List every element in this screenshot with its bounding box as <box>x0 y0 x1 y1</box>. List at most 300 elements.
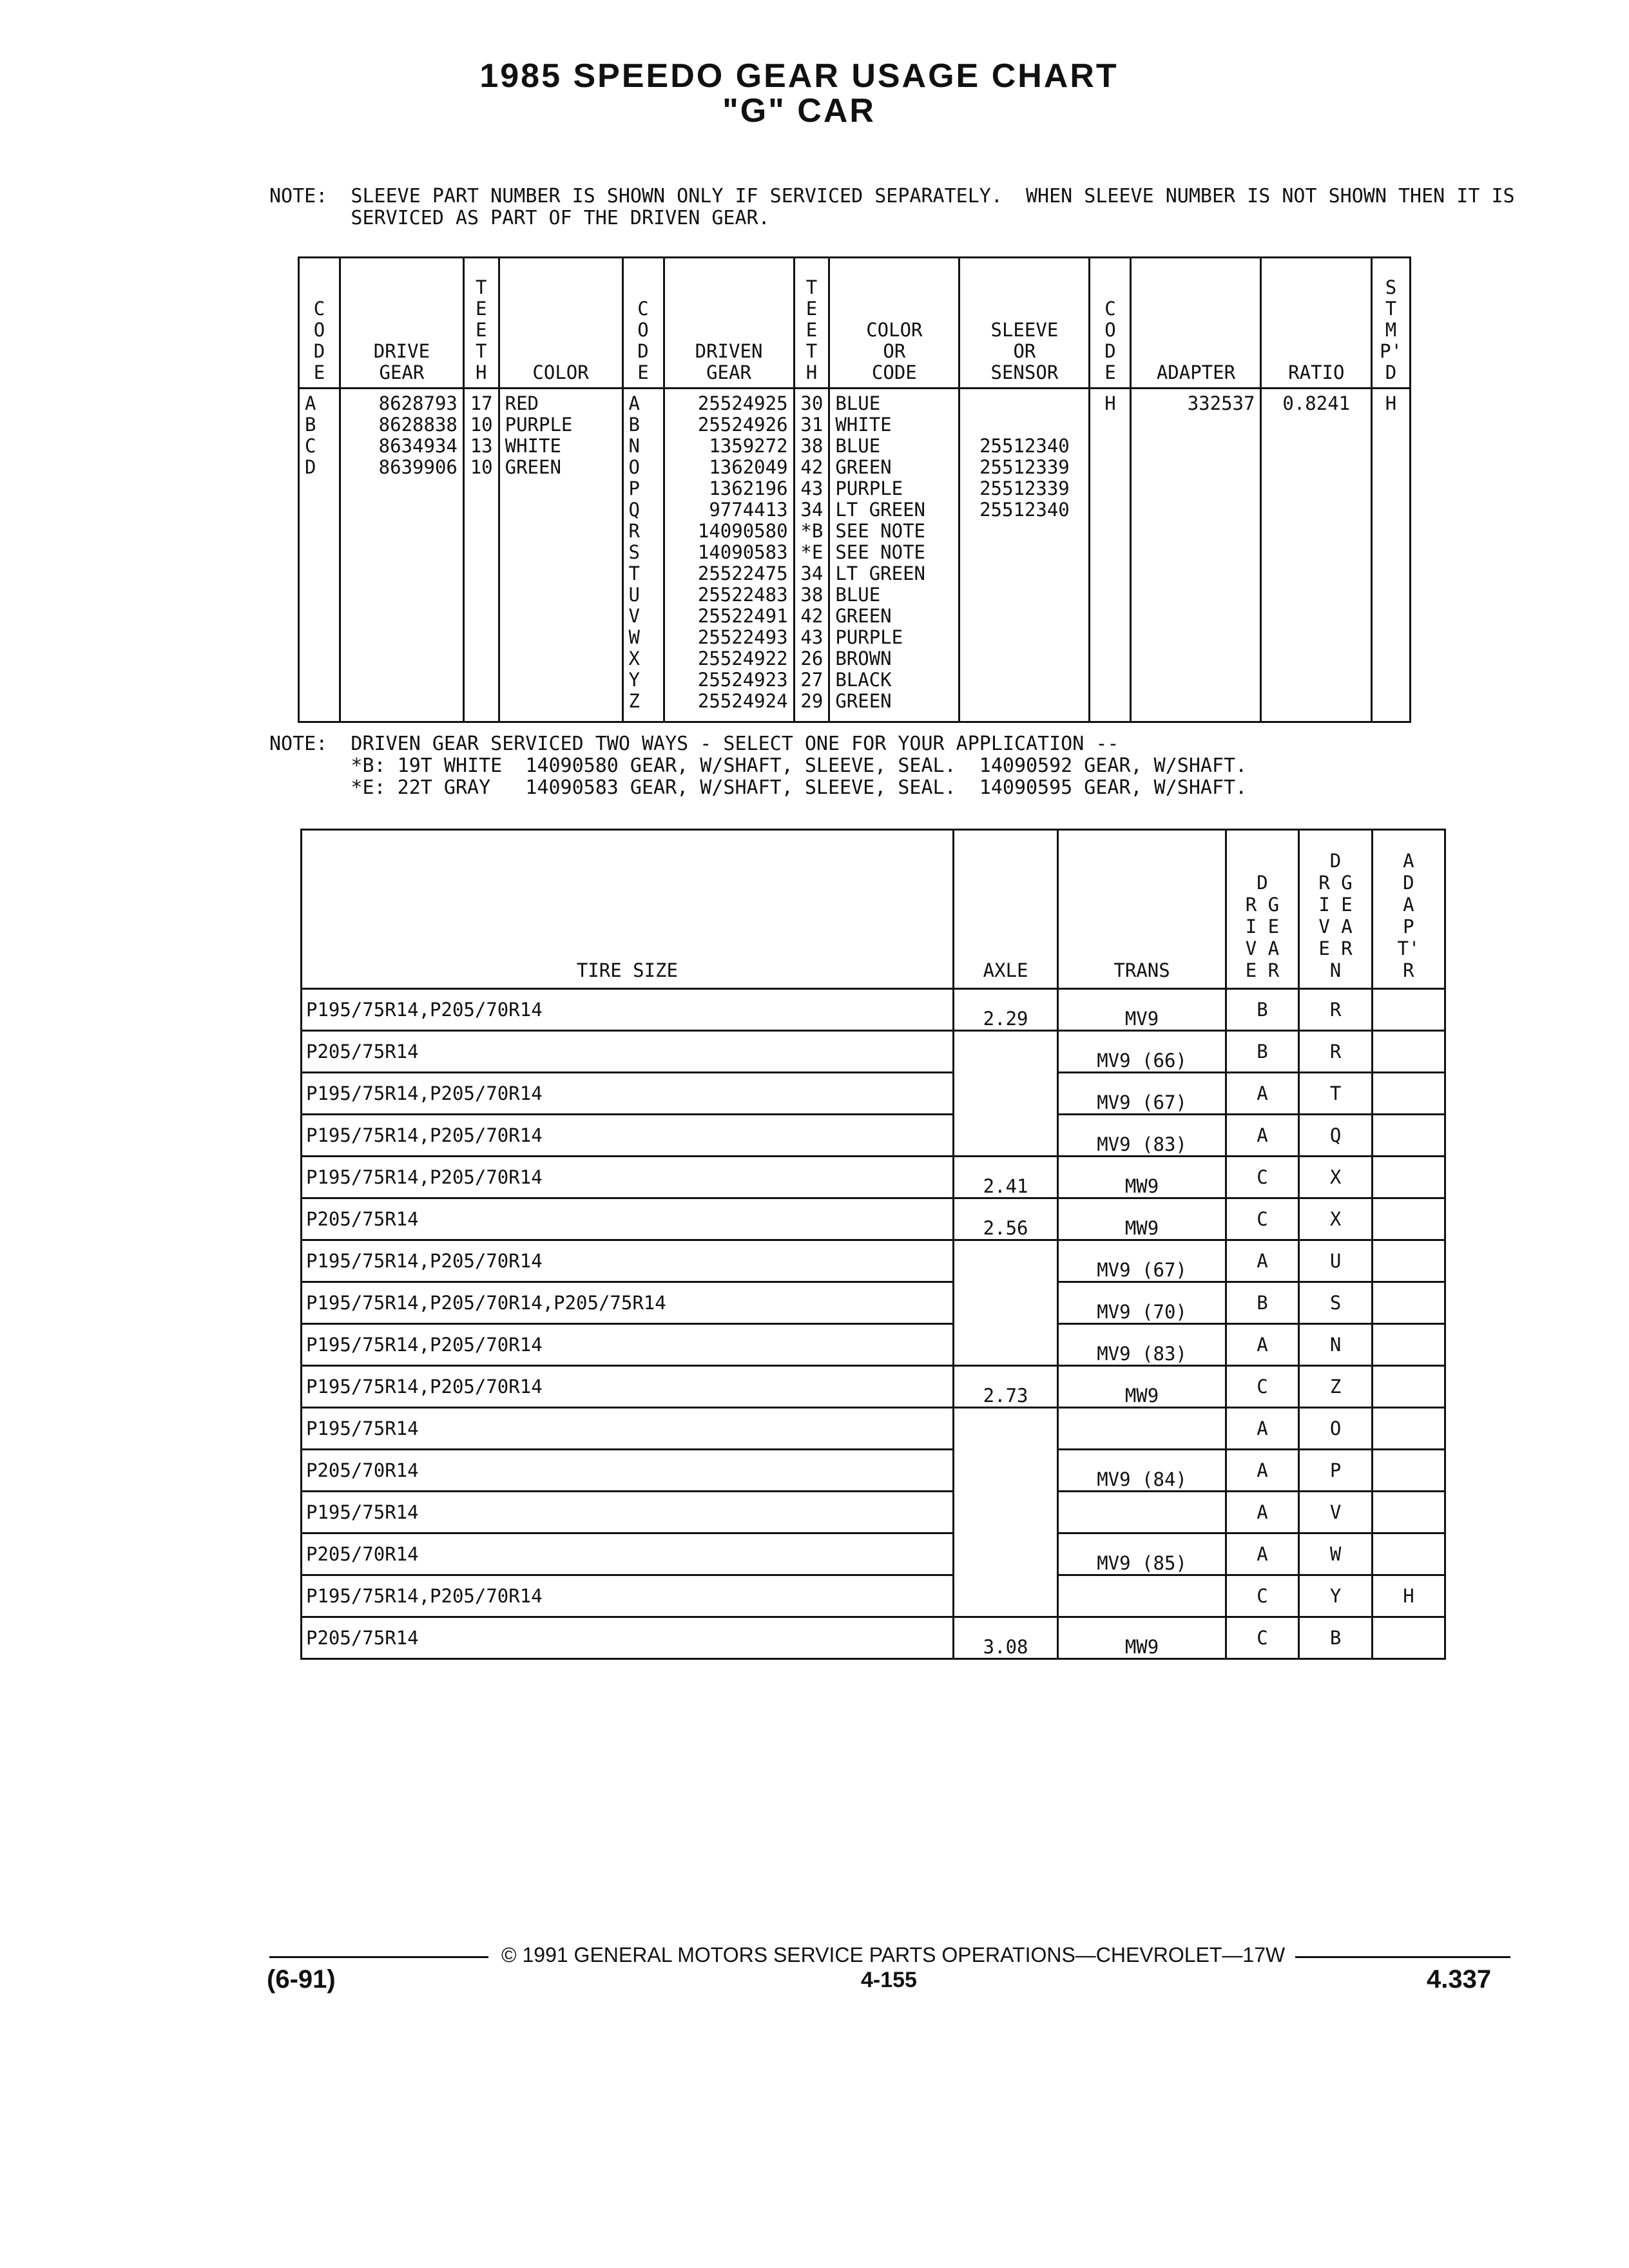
trans-cell: MW9 <box>1058 1157 1226 1198</box>
header-adapter: ADAPTER <box>1131 258 1261 389</box>
cell-value: 14090580 <box>697 520 788 542</box>
cell-value: 34 <box>800 562 824 584</box>
adapter-cell <box>1131 389 1261 722</box>
header-letter: V A <box>1318 916 1353 937</box>
cell-value <box>1137 478 1255 499</box>
gear-table-body <box>299 389 1411 722</box>
cell-value <box>505 606 617 627</box>
drive-gear-code-cell: A <box>1226 1492 1299 1533</box>
adapter-code-cell <box>1372 1492 1445 1533</box>
cell-value <box>1378 436 1404 457</box>
header-stmpd <box>1372 258 1411 389</box>
cell-value <box>1378 691 1404 712</box>
cell-value: S <box>628 541 640 563</box>
cell-value <box>505 563 617 584</box>
header-letter: E R <box>1318 937 1353 959</box>
tire-table-row <box>302 1073 1445 1115</box>
cell-value <box>346 606 458 627</box>
cell-value: H <box>1104 392 1116 414</box>
cell-value: 38 <box>800 584 824 606</box>
header-letter: T <box>476 276 487 298</box>
axle-cell: 2.56 <box>953 1198 1058 1240</box>
cell-value: 25512340 <box>979 435 1070 457</box>
drive-gear-code-cell: A <box>1226 1240 1299 1282</box>
cell-value <box>470 478 493 499</box>
cell-value <box>305 627 334 648</box>
cell-value: B <box>305 414 316 436</box>
cell-value: WHITE <box>835 414 892 436</box>
cell-value <box>305 606 334 627</box>
header-letter: I E <box>1245 916 1280 937</box>
cell-value: 25524925 <box>697 392 788 414</box>
header-adapter <box>1372 830 1445 989</box>
cell-value <box>1095 648 1124 669</box>
cell-value: 42 <box>800 456 824 478</box>
cell-value <box>346 648 458 669</box>
drive-gear-code-cell: A <box>1226 1533 1299 1575</box>
cell-value: 9774413 <box>709 499 788 521</box>
cell-value <box>965 606 1083 627</box>
tire-size-cell: P205/75R14 <box>302 1198 954 1240</box>
cell-value: 8628793 <box>378 392 458 414</box>
header-letter: I E <box>1318 894 1353 916</box>
page-title: 1985 SPEEDO GEAR USAGE CHART <box>479 57 1119 95</box>
cell-value: 27 <box>800 669 824 691</box>
teeth-cell <box>794 389 829 722</box>
header-letter: D <box>1385 361 1397 383</box>
cell-value <box>346 521 458 542</box>
header-letter: D <box>1329 850 1342 872</box>
cell-value: V <box>628 605 640 627</box>
cell-value <box>346 563 458 584</box>
tire-size-cell: P195/75R14,P205/70R14,P205/75R14 <box>302 1282 954 1324</box>
tire-size-cell: P195/75R14 <box>302 1408 954 1450</box>
driven-gear-code-cell: O <box>1299 1408 1373 1450</box>
cell-value: 25522483 <box>697 584 788 606</box>
trans-cell: MV9 (67) <box>1058 1240 1226 1282</box>
cell-value <box>470 521 493 542</box>
cell-value: 25522475 <box>697 562 788 584</box>
trans-cell <box>1058 1408 1226 1450</box>
cell-value <box>505 499 617 521</box>
cell-value <box>1095 563 1124 584</box>
header-letter: T <box>1385 298 1397 320</box>
cell-value <box>1267 627 1365 648</box>
cell-value <box>1378 521 1404 542</box>
header-code <box>622 258 664 389</box>
cell-value <box>1095 478 1124 499</box>
cell-value: D <box>305 456 316 478</box>
cell-value <box>1137 584 1255 606</box>
tire-table-row <box>302 1198 1445 1240</box>
header-letter: E <box>805 298 818 320</box>
cell-value <box>1095 669 1124 691</box>
cell-value: 8628838 <box>378 414 458 436</box>
header-letter: R G <box>1245 894 1280 916</box>
axle-cell: 2.41 <box>953 1157 1058 1198</box>
cell-value: RED <box>505 392 539 414</box>
adapter-code-cell <box>1372 1617 1445 1659</box>
tire-table-row <box>302 1240 1445 1282</box>
cell-value <box>1095 414 1124 436</box>
cell-value <box>1378 542 1404 563</box>
tire-table-row <box>302 1575 1445 1617</box>
driven-gear-code-cell: T <box>1299 1073 1373 1115</box>
adapter-code-cell <box>1372 1533 1445 1575</box>
cell-value <box>470 563 493 584</box>
tire-size-cell: P205/75R14 <box>302 1031 954 1073</box>
cell-value: Z <box>628 690 640 712</box>
teeth-cell <box>463 389 499 722</box>
header-letter: GEAR <box>379 361 425 383</box>
adapter-code-cell <box>1372 1450 1445 1492</box>
cell-value <box>346 691 458 712</box>
cell-value <box>346 584 458 606</box>
cell-value <box>470 542 493 563</box>
cell-value: BLUE <box>835 392 881 414</box>
cell-value <box>1137 542 1255 563</box>
footer-rule-right <box>1295 1956 1510 1958</box>
gear-table-header <box>299 258 1411 389</box>
header-letter: T' <box>1397 937 1420 959</box>
axle-cell: 2.73 <box>953 1366 1058 1408</box>
cell-value <box>1137 627 1255 648</box>
cell-value <box>1378 499 1404 521</box>
header-letter: D <box>313 340 325 362</box>
trans-cell: MV9 (83) <box>1058 1115 1226 1157</box>
cell-value: 42 <box>800 605 824 627</box>
code-cell <box>1090 389 1131 722</box>
ratio-cell <box>1261 389 1372 722</box>
adapter-code-cell <box>1372 1240 1445 1282</box>
cell-value <box>965 414 1083 436</box>
cell-value <box>305 648 334 669</box>
cell-value <box>1267 521 1365 542</box>
axle-cell <box>953 1450 1058 1492</box>
header-letter: E <box>476 319 487 341</box>
header-letter: E <box>476 298 487 320</box>
cell-value: 43 <box>800 477 824 499</box>
trans-cell: MV9 (67) <box>1058 1073 1226 1115</box>
cell-value <box>470 691 493 712</box>
tire-size-cell: P205/75R14 <box>302 1617 954 1659</box>
header-color-or-code <box>829 258 959 389</box>
cell-value <box>1137 669 1255 691</box>
cell-value <box>1137 436 1255 457</box>
gear-table <box>298 256 1411 723</box>
cell-value <box>1137 691 1255 712</box>
header-letter: SLEEVE <box>990 319 1059 341</box>
tire-table-row <box>302 1031 1445 1073</box>
cell-value <box>1095 457 1124 478</box>
header-letter: A <box>1403 850 1414 872</box>
cell-value <box>1267 691 1365 712</box>
cell-value <box>346 478 458 499</box>
cell-value <box>305 584 334 606</box>
header-letter: DRIVE <box>373 340 430 362</box>
cell-value <box>1137 414 1255 436</box>
tire-table-row <box>302 1157 1445 1198</box>
header-letter: OR <box>883 340 906 362</box>
drive-gear-code-cell: C <box>1226 1366 1299 1408</box>
cell-value <box>1378 457 1404 478</box>
cell-value <box>1137 606 1255 627</box>
cell-value: A <box>305 392 316 414</box>
cell-value: 30 <box>800 392 824 414</box>
cell-value <box>305 669 334 691</box>
cell-value <box>505 627 617 648</box>
tire-size-cell: P205/70R14 <box>302 1450 954 1492</box>
cell-value <box>346 542 458 563</box>
tire-table-row <box>302 1617 1445 1659</box>
tire-size-cell: P195/75R14,P205/70R14 <box>302 1240 954 1282</box>
cell-value <box>1267 669 1365 691</box>
date-code: (6-91) <box>267 1965 336 1994</box>
adapter-code-cell <box>1372 989 1445 1031</box>
header-letter: COLOR <box>866 319 923 341</box>
cell-value: GREEN <box>505 456 561 478</box>
trans-cell: MW9 <box>1058 1198 1226 1240</box>
header-driven-gear <box>1299 830 1373 989</box>
cell-value <box>1378 563 1404 584</box>
trans-cell <box>1058 1575 1226 1617</box>
adapter-code-cell <box>1372 1324 1445 1366</box>
header-letter: R <box>1403 959 1414 981</box>
cell-value: C <box>305 435 316 457</box>
page-subtitle: "G" CAR <box>722 92 876 130</box>
header-letter: T <box>476 340 487 362</box>
cell-value: BLACK <box>835 669 892 691</box>
tire-table-row <box>302 1115 1445 1157</box>
cell-value <box>1095 691 1124 712</box>
adapter-code-cell <box>1372 1198 1445 1240</box>
tire-size-cell: P195/75R14,P205/70R14 <box>302 1366 954 1408</box>
header-letter: T <box>805 276 818 298</box>
drive-gear-code-cell: B <box>1226 1031 1299 1073</box>
header-letter: GEAR <box>706 361 751 383</box>
trans-cell: MW9 <box>1058 1366 1226 1408</box>
cell-value: P <box>628 477 640 499</box>
header-drive-gear <box>340 258 463 389</box>
cell-value <box>1378 606 1404 627</box>
header-letter: E <box>805 319 818 341</box>
cell-value: PURPLE <box>835 626 903 648</box>
cell-value: GREEN <box>835 605 892 627</box>
header-letter: P' <box>1380 340 1402 362</box>
gear-table-row <box>299 389 1411 722</box>
cell-value: 25512339 <box>979 456 1070 478</box>
header-code <box>1090 258 1131 389</box>
color-cell <box>499 389 622 722</box>
cell-value: Q <box>628 499 640 521</box>
cell-value: BLUE <box>835 584 881 606</box>
driven-code-cell <box>622 389 664 722</box>
tire-table-row <box>302 1408 1445 1450</box>
cell-value <box>505 648 617 669</box>
cell-value: *B <box>800 520 824 542</box>
cell-value: N <box>628 435 640 457</box>
cell-value <box>1267 478 1365 499</box>
cell-value <box>1267 542 1365 563</box>
cell-value <box>1267 563 1365 584</box>
driven-gear-note: NOTE: DRIVEN GEAR SERVICED TWO WAYS - SELECT ONE FOR YOUR APPLICATION -- *B: 19T WHITE 14090580 GEAR, W/SHAFT, SLEEVE, SEAL. 14090592 GEAR, W/SHAFT. *E: 22T GRAY 14090583 GEAR, W/SHAFT, SLEEVE, SEAL. 14090595 GEAR, W/SHAFT. <box>269 733 1248 799</box>
cell-value <box>505 584 617 606</box>
header-letter: R G <box>1318 872 1353 894</box>
cell-value <box>1267 414 1365 436</box>
header-letter: V A <box>1245 937 1280 959</box>
cell-value: T <box>628 562 640 584</box>
cell-value: 38 <box>800 435 824 457</box>
tire-size-cell: P195/75R14,P205/70R14 <box>302 1575 954 1617</box>
axle-cell <box>953 1492 1058 1533</box>
header-letter: E R <box>1245 959 1280 981</box>
adapter-code-cell <box>1372 1073 1445 1115</box>
cell-value <box>505 521 617 542</box>
cell-value <box>346 627 458 648</box>
header-tire-size: TIRE SIZE <box>302 830 954 989</box>
gear-code-cell <box>299 389 340 722</box>
trans-cell: MV9 (85) <box>1058 1533 1226 1575</box>
cell-value <box>1267 606 1365 627</box>
cell-value <box>965 521 1083 542</box>
header-letter: O <box>313 319 325 341</box>
tire-table-row <box>302 1324 1445 1366</box>
cell-value <box>305 542 334 563</box>
cell-value: A <box>628 392 640 414</box>
cell-value: 8634934 <box>378 435 458 457</box>
cell-value <box>1095 499 1124 521</box>
cell-value: R <box>628 520 640 542</box>
cell-value: LT GREEN <box>835 499 925 521</box>
cell-value <box>1137 457 1255 478</box>
header-letter: H <box>476 361 487 383</box>
cell-value: 25524926 <box>697 414 788 436</box>
header-axle: AXLE <box>953 830 1058 989</box>
cell-value: PURPLE <box>835 477 903 499</box>
tire-size-cell: P195/75R14,P205/70R14 <box>302 1073 954 1115</box>
drive-gear-code-cell: B <box>1226 1282 1299 1324</box>
cell-value: 31 <box>800 414 824 436</box>
driven-gear-code-cell: V <box>1299 1492 1373 1533</box>
drive-gear-code-cell: B <box>1226 989 1299 1031</box>
adapter-code-cell <box>1372 1282 1445 1324</box>
driven-gear-code-cell: W <box>1299 1533 1373 1575</box>
driven-gear-code-cell: P <box>1299 1450 1373 1492</box>
tire-size-cell: P195/75R14,P205/70R14 <box>302 989 954 1031</box>
header-letter: C <box>1104 298 1116 320</box>
cell-value <box>470 584 493 606</box>
cell-value <box>305 691 334 712</box>
driven-gear-cell <box>664 389 794 722</box>
driven-gear-code-cell: X <box>1299 1198 1373 1240</box>
driven-gear-code-cell: X <box>1299 1157 1373 1198</box>
header-letter: T <box>805 340 818 362</box>
cell-value <box>505 669 617 691</box>
trans-cell: MW9 <box>1058 1617 1226 1659</box>
tire-size-cell: P195/75R14 <box>302 1492 954 1533</box>
cell-value: 25524923 <box>697 669 788 691</box>
cell-value <box>965 563 1083 584</box>
axle-cell <box>953 1031 1058 1073</box>
header-letter: C <box>637 298 649 320</box>
header-letter: C <box>313 298 325 320</box>
drive-gear-code-cell: A <box>1226 1450 1299 1492</box>
cell-value <box>965 648 1083 669</box>
cell-value <box>470 669 493 691</box>
header-letter: N <box>1329 959 1342 981</box>
cell-value: 10 <box>470 414 493 436</box>
drive-gear-code-cell: C <box>1226 1617 1299 1659</box>
cell-value <box>505 478 617 499</box>
driven-gear-code-cell: U <box>1299 1240 1373 1282</box>
cell-value <box>1378 669 1404 691</box>
cell-value <box>1378 627 1404 648</box>
sleeve-cell <box>959 389 1090 722</box>
driven-gear-code-cell: Z <box>1299 1366 1373 1408</box>
cell-value <box>1137 648 1255 669</box>
cell-value <box>505 691 617 712</box>
cell-value <box>965 393 1083 414</box>
cell-value: SEE NOTE <box>835 541 925 563</box>
driven-gear-code-cell: Q <box>1299 1115 1373 1157</box>
cell-value <box>1267 584 1365 606</box>
trans-cell: MV9 (83) <box>1058 1324 1226 1366</box>
adapter-code-cell <box>1372 1408 1445 1450</box>
header-letter: D <box>637 340 649 362</box>
driven-gear-code-cell: S <box>1299 1282 1373 1324</box>
tire-size-cell: P205/70R14 <box>302 1533 954 1575</box>
header-letter: O <box>637 319 649 341</box>
cell-value <box>346 669 458 691</box>
cell-value <box>1378 648 1404 669</box>
page-number-right: 4.337 <box>1427 1965 1492 1994</box>
copyright-text: © 1991 GENERAL MOTORS SERVICE PARTS OPERATIONS—CHEVROLET—17W <box>501 1943 1286 1966</box>
cell-value <box>305 478 334 499</box>
cell-value <box>346 499 458 521</box>
cell-value: 43 <box>800 626 824 648</box>
cell-value: B <box>628 414 640 436</box>
tire-table-row <box>302 1282 1445 1324</box>
drive-gear-code-cell: C <box>1226 1157 1299 1198</box>
axle-cell <box>953 1408 1058 1450</box>
tire-size-cell: P195/75R14,P205/70R14 <box>302 1157 954 1198</box>
cell-value: W <box>628 626 640 648</box>
drive-gear-code-cell: A <box>1226 1324 1299 1366</box>
cell-value: Y <box>628 669 640 691</box>
axle-cell <box>953 1240 1058 1282</box>
cell-value <box>1267 499 1365 521</box>
axle-cell <box>953 1282 1058 1324</box>
driven-gear-code-cell: Y <box>1299 1575 1373 1617</box>
cell-value <box>1378 414 1404 436</box>
drive-gear-code-cell: A <box>1226 1073 1299 1115</box>
axle-cell <box>953 1533 1058 1575</box>
trans-cell: MV9 (70) <box>1058 1282 1226 1324</box>
cell-value: 1362049 <box>709 456 788 478</box>
trans-cell: MV9 <box>1058 989 1226 1031</box>
header-code <box>299 258 340 389</box>
cell-value: 25522491 <box>697 605 788 627</box>
cell-value: 26 <box>800 648 824 669</box>
cell-value <box>305 563 334 584</box>
header-drive-gear <box>1226 830 1299 989</box>
cell-value <box>1378 584 1404 606</box>
cell-value: 1362196 <box>709 477 788 499</box>
drive-gear-code-cell: C <box>1226 1198 1299 1240</box>
sleeve-note: NOTE: SLEEVE PART NUMBER IS SHOWN ONLY IF SERVICED SEPARATELY. WHEN SLEEVE NUMBER IS NOT SHOWN THEN IT IS SERVICED AS PART OF THE DRIVEN GEAR. <box>269 185 1515 229</box>
cell-value: BROWN <box>835 648 892 669</box>
cell-value: 29 <box>800 690 824 712</box>
